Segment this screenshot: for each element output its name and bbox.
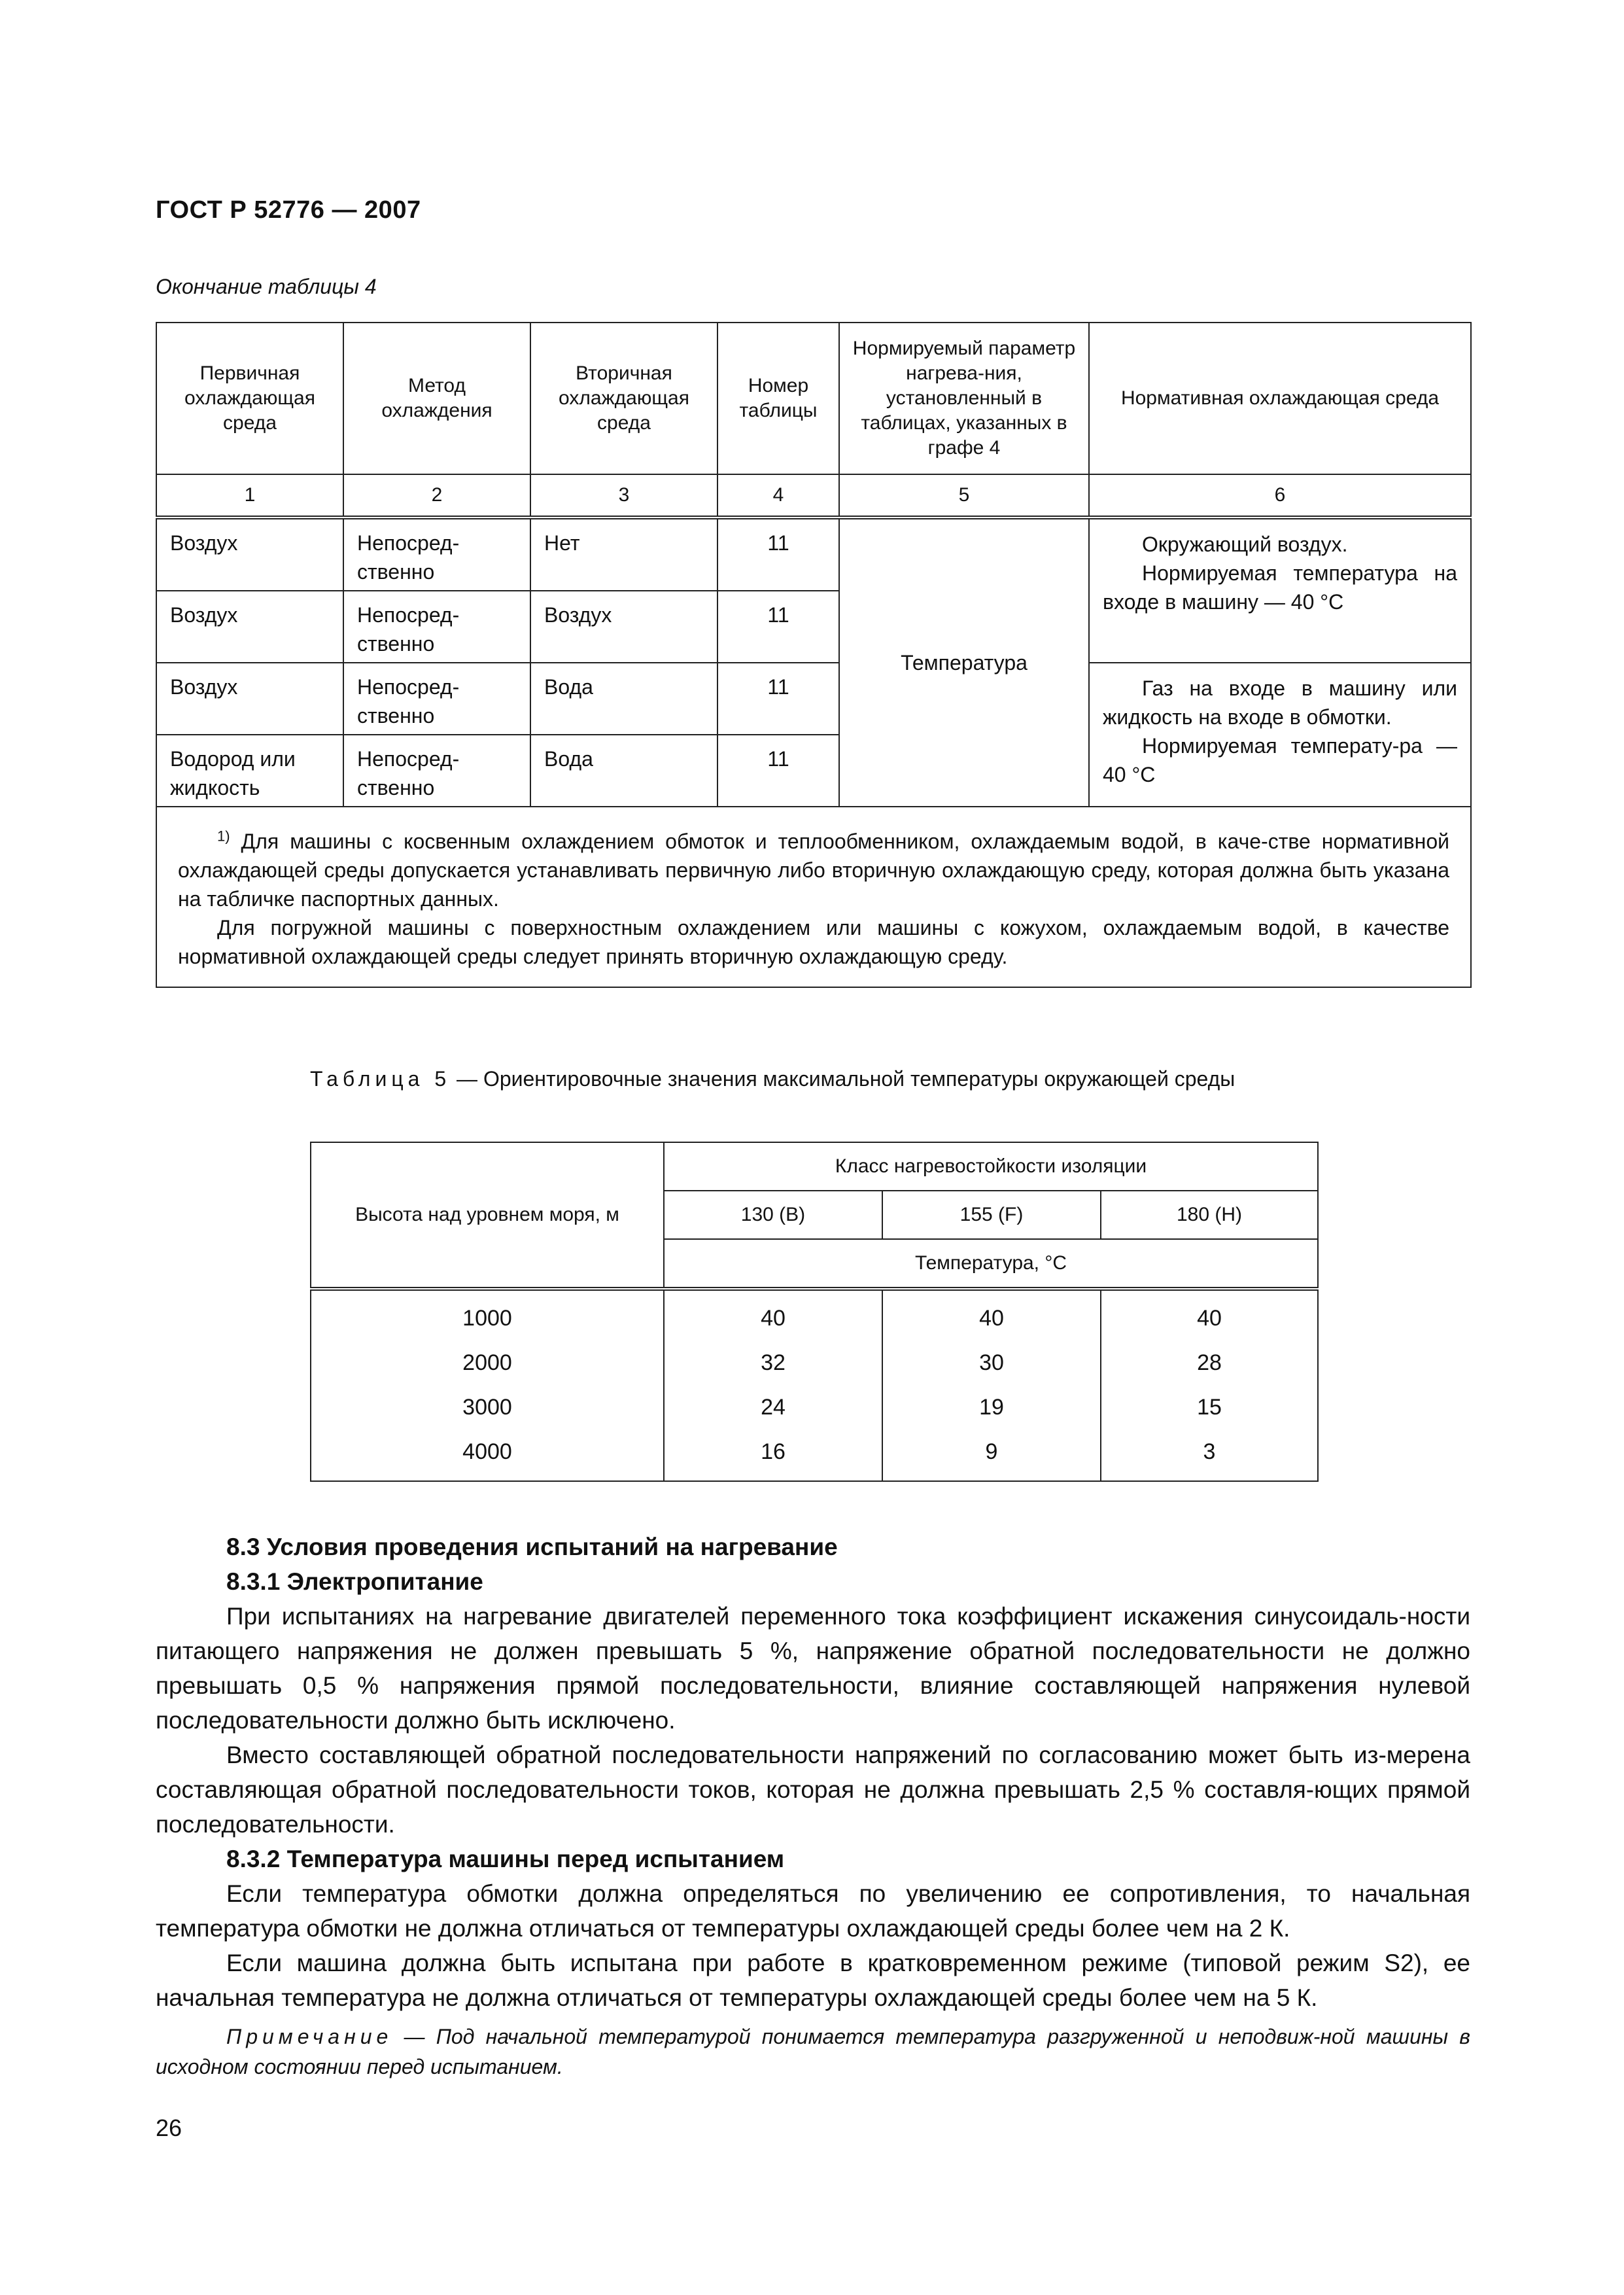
cell-temp: 3 xyxy=(1101,1429,1318,1481)
header-class-f: 155 (F) xyxy=(882,1191,1101,1239)
table4-header-row xyxy=(156,323,1471,474)
cell-temp: 19 xyxy=(882,1385,1101,1429)
table5-caption-label: Таблица 5 xyxy=(310,1067,451,1091)
table-row xyxy=(311,1429,1318,1481)
cell-reference-medium-a xyxy=(1089,517,1471,663)
note xyxy=(156,2022,1470,2082)
cell-secondary: Вода xyxy=(530,735,717,807)
col-number: 4 xyxy=(717,474,839,517)
header-reference-medium: Нормативная охлаждающая среда xyxy=(1089,323,1471,474)
col-number: 6 xyxy=(1089,474,1471,517)
table5-caption-text: — Ориентировочные значения максимальной температуры окружающей среды xyxy=(451,1067,1235,1091)
header-cooling-method: Метод охлаждения xyxy=(343,323,530,474)
cell-method: Непосред-ственно xyxy=(343,735,530,807)
footnote-mark: 1) xyxy=(217,828,230,845)
cell-altitude: 1000 xyxy=(311,1289,664,1340)
col-number: 3 xyxy=(530,474,717,517)
paragraph: При испытаниях на нагревание двигателей переменного тока коэффициент искажения синусоидаль-ности питающего напряжения не должен превышать 5 %, напряжение обратной последовательности не должно превышать 0,5 % напряжения прямой последовательности, влияние составляющей напряжения нулевой последовательности должно быть исключено. xyxy=(156,1603,1470,1734)
table4-footnotes xyxy=(156,807,1471,987)
section-8-3 xyxy=(156,1530,1470,2015)
table5-header-row-1 xyxy=(311,1142,1318,1191)
page-number: 26 xyxy=(156,2114,182,2141)
medium-b-line-1: Газ на входе в машину или жидкость на входе в обмотки. xyxy=(1103,676,1457,729)
cell-altitude: 4000 xyxy=(311,1429,664,1481)
document-header: ГОСТ Р 52776 — 2007 xyxy=(156,196,421,224)
cell-table-no: 11 xyxy=(717,663,839,735)
cell-secondary: Нет xyxy=(530,517,717,591)
footnote-1 xyxy=(178,827,1449,913)
cell-primary: Воздух xyxy=(156,663,343,735)
col-number: 5 xyxy=(839,474,1089,517)
table5-caption xyxy=(310,1064,1317,1094)
cell-table-no: 11 xyxy=(717,591,839,663)
header-insulation-class: Класс нагревостойкости изоляции xyxy=(664,1142,1318,1191)
heading-8-3: 8.3 Условия проведения испытаний на нагревание xyxy=(226,1533,838,1560)
cell-altitude: 2000 xyxy=(311,1340,664,1385)
cell-table-no: 11 xyxy=(717,735,839,807)
footnote-1-text: Для машины с косвенным охлаждением обмоток и теплообменником, охлаждаемым водой, в каче-стве нормативной охлаждающей среды допускается устанавливать первичную либо вторичную охлаждающую среду, которая должна быть указана на табличке паспортных данных. xyxy=(178,830,1450,911)
cell-secondary: Воздух xyxy=(530,591,717,663)
table-row xyxy=(156,517,1471,591)
header-secondary-medium: Вторичная охлаждающая среда xyxy=(530,323,717,474)
cell-temp: 32 xyxy=(664,1340,882,1385)
heading-8-3-2: 8.3.2 Температура машины перед испытанием xyxy=(226,1846,785,1872)
cell-primary: Водород или жидкость xyxy=(156,735,343,807)
table4-footnote-row xyxy=(156,807,1471,987)
cell-temp: 16 xyxy=(664,1429,882,1481)
cell-method: Непосред-ственно xyxy=(343,663,530,735)
header-table-number: Номер таблицы xyxy=(717,323,839,474)
header-class-b: 130 (В) xyxy=(664,1191,882,1239)
cell-temp: 28 xyxy=(1101,1340,1318,1385)
table-4 xyxy=(156,322,1472,988)
footnote-2: Для погружной машины с поверхностным охлаждением или машины с кожухом, охлаждаемым водой, в качестве нормативной охлаждающей среды следует принять вторичную охлаждающую среду. xyxy=(178,916,1449,968)
header-primary-medium: Первичная охлаждающая среда xyxy=(156,323,343,474)
table-row xyxy=(311,1289,1318,1340)
cell-table-no: 11 xyxy=(717,517,839,591)
cell-primary: Воздух xyxy=(156,591,343,663)
table-5 xyxy=(310,1142,1319,1482)
header-heating-parameter: Нормируемый параметр нагрева-ния, установленный в таблицах, указанных в графе 4 xyxy=(839,323,1089,474)
cell-temp: 40 xyxy=(882,1289,1101,1340)
cell-temp: 9 xyxy=(882,1429,1101,1481)
heading-8-3-1: 8.3.1 Электропитание xyxy=(226,1568,483,1595)
cell-method: Непосред-ственно xyxy=(343,591,530,663)
col-number: 1 xyxy=(156,474,343,517)
paragraph: Если температура обмотки должна определяться по увеличению ее сопротивления, то начальная температура обмотки не должна отличаться от температуры охлаждающей среды более чем на 2 К. xyxy=(156,1880,1470,1942)
table-row xyxy=(311,1385,1318,1429)
cell-temp: 15 xyxy=(1101,1385,1318,1429)
medium-a-line-1: Окружающий воздух. xyxy=(1142,533,1348,556)
medium-a-line-2: Нормируемая температура на входе в машину — 40 °С xyxy=(1103,561,1457,614)
col-number: 2 xyxy=(343,474,530,517)
cell-altitude: 3000 xyxy=(311,1385,664,1429)
table-row xyxy=(156,663,1471,735)
header-altitude: Высота над уровнем моря, м xyxy=(311,1142,664,1289)
cell-reference-medium-b xyxy=(1089,663,1471,807)
medium-b-line-2: Нормируемая температу-ра — 40 °С xyxy=(1103,734,1457,786)
note-text: — Под начальной температурой понимается температура разгруженной и неподвиж-ной машины в исходном состоянии перед испытанием. xyxy=(156,2025,1470,2078)
cell-temp: 40 xyxy=(664,1289,882,1340)
paragraph: Если машина должна быть испытана при работе в кратковременном режиме (типовой режим S2), ее начальная температура не должна отличаться от температуры охлаждающей среды более чем на 5 К. xyxy=(156,1950,1470,2011)
header-temperature: Температура, °С xyxy=(664,1239,1318,1289)
header-class-h: 180 (Н) xyxy=(1101,1191,1318,1239)
table4-caption: Окончание таблицы 4 xyxy=(156,275,377,298)
table4-column-numbers xyxy=(156,474,1471,517)
cell-method: Непосред-ственно xyxy=(343,517,530,591)
cell-parameter: Температура xyxy=(839,517,1089,807)
cell-temp: 24 xyxy=(664,1385,882,1429)
table-row xyxy=(311,1340,1318,1385)
paragraph: Вместо составляющей обратной последовательности напряжений по согласованию может быть из-мерена составляющая обратной последовательности токов, которая не должна превышать 2,5 % составля-ющих прямой последовательности. xyxy=(156,1742,1470,1838)
cell-temp: 40 xyxy=(1101,1289,1318,1340)
cell-temp: 30 xyxy=(882,1340,1101,1385)
cell-primary: Воздух xyxy=(156,517,343,591)
note-label: Примечание xyxy=(226,2025,393,2048)
cell-secondary: Вода xyxy=(530,663,717,735)
